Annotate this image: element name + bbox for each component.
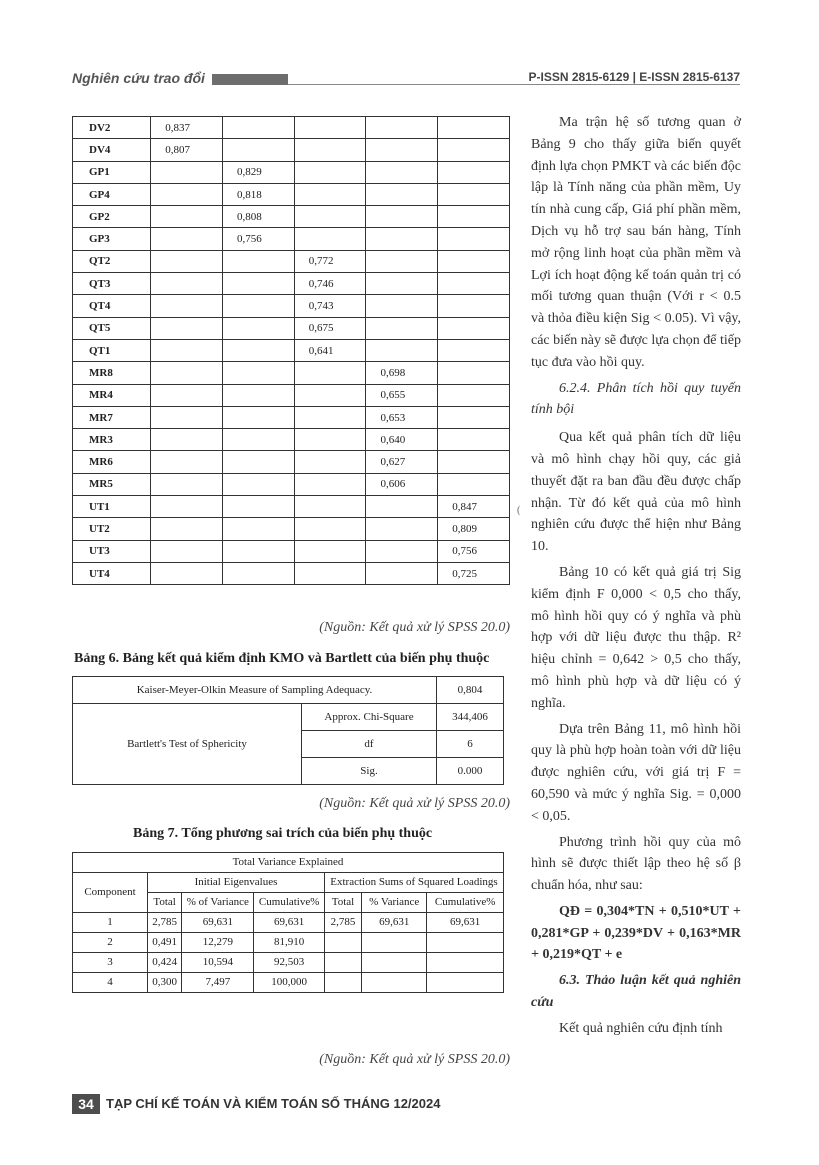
tve-row xyxy=(73,913,504,933)
empty-cell xyxy=(222,250,294,272)
empty-cell xyxy=(366,161,438,183)
item-label: MR3 xyxy=(73,429,151,451)
empty-cell xyxy=(366,317,438,339)
tve-cell: 0,300 xyxy=(148,973,182,993)
loading-row xyxy=(73,518,510,540)
bartlett-label: Bartlett's Test of Sphericity xyxy=(73,704,302,785)
bartlett-row-value: 0.000 xyxy=(437,758,504,785)
paragraph: Dựa trên Bảng 11, mô hình hồi quy là phù hợp hoàn toàn với dữ liệu được nghiên cứu, với giá trị F = 60,590 và mức ý nghĩa Sig. = 0,000 < 0,05. xyxy=(531,721,741,824)
source-note-loadings: (Nguồn: Kết quả xử lý SPSS 20.0) xyxy=(319,620,510,635)
empty-cell xyxy=(438,362,510,384)
empty-cell xyxy=(222,339,294,361)
item-label: GP3 xyxy=(73,228,151,250)
empty-cell xyxy=(366,562,438,584)
kmo-label: Kaiser-Meyer-Olkin Measure of Sampling Adequacy. xyxy=(73,677,437,704)
header-bar xyxy=(212,74,288,85)
tve-cell xyxy=(427,933,504,953)
bartlett-row-label: df xyxy=(302,731,437,758)
paragraph: Kết quả nghiên cứu định tính xyxy=(559,1020,723,1036)
paragraph: Phương trình hồi quy của mô hình sẽ được thiết lập theo hệ số β chuẩn hóa, như sau: xyxy=(531,834,741,894)
bartlett-row-label: Approx. Chi-Square xyxy=(302,704,437,731)
tve-row xyxy=(73,933,504,953)
header-rule xyxy=(288,84,740,85)
tve-subheader: Cumulative% xyxy=(254,893,325,913)
empty-cell xyxy=(151,295,223,317)
item-label: GP4 xyxy=(73,183,151,205)
loading-value: 0,606 xyxy=(366,473,438,495)
tve-cell: 92,503 xyxy=(254,953,325,973)
section-heading: 6.2.4. Phân tích hồi quy tuyến tính bội xyxy=(531,380,741,418)
loading-value: 0,675 xyxy=(294,317,366,339)
empty-cell xyxy=(222,295,294,317)
tve-component-header: Component xyxy=(73,873,148,913)
tve-cell: 1 xyxy=(73,913,148,933)
empty-cell xyxy=(294,406,366,428)
loading-row xyxy=(73,384,510,406)
empty-cell xyxy=(366,228,438,250)
empty-cell xyxy=(294,384,366,406)
tve-cell: 2,785 xyxy=(148,913,182,933)
empty-cell xyxy=(438,429,510,451)
empty-cell xyxy=(366,206,438,228)
empty-cell xyxy=(222,562,294,584)
tve-subheader: % Variance xyxy=(362,893,427,913)
empty-cell xyxy=(294,496,366,518)
tve-caption: Total Variance Explained xyxy=(73,853,504,873)
loading-value: 0,818 xyxy=(222,183,294,205)
loading-row xyxy=(73,317,510,339)
tve-cell: 7,497 xyxy=(182,973,254,993)
empty-cell xyxy=(222,317,294,339)
empty-cell xyxy=(151,496,223,518)
empty-cell xyxy=(294,139,366,161)
empty-cell xyxy=(294,473,366,495)
empty-cell xyxy=(366,540,438,562)
item-label: MR7 xyxy=(73,406,151,428)
empty-cell xyxy=(366,117,438,139)
loading-value: 0,809 xyxy=(438,518,510,540)
item-label: QT5 xyxy=(73,317,151,339)
tve-cell: 69,631 xyxy=(182,913,254,933)
empty-cell xyxy=(151,429,223,451)
tve-subheader: Total xyxy=(148,893,182,913)
tve-cell: 69,631 xyxy=(427,913,504,933)
empty-cell xyxy=(438,161,510,183)
item-label: GP2 xyxy=(73,206,151,228)
loading-row xyxy=(73,117,510,139)
empty-cell xyxy=(438,451,510,473)
empty-cell xyxy=(294,183,366,205)
tve-subheader: Cumulative% xyxy=(427,893,504,913)
empty-cell xyxy=(222,273,294,295)
tve-extraction-header: Extraction Sums of Squared Loadings xyxy=(324,873,503,893)
empty-cell xyxy=(151,206,223,228)
loading-row xyxy=(73,295,510,317)
item-label: QT2 xyxy=(73,250,151,272)
empty-cell xyxy=(151,273,223,295)
empty-cell xyxy=(294,228,366,250)
source-note-table7: (Nguồn: Kết quả xử lý SPSS 20.0) xyxy=(319,1052,510,1067)
empty-cell xyxy=(151,518,223,540)
loading-row xyxy=(73,139,510,161)
empty-cell xyxy=(151,384,223,406)
item-label: GP1 xyxy=(73,161,151,183)
item-label: UT3 xyxy=(73,540,151,562)
empty-cell xyxy=(222,139,294,161)
item-label: UT2 xyxy=(73,518,151,540)
loading-row xyxy=(73,451,510,473)
loading-value: 0,653 xyxy=(366,406,438,428)
empty-cell xyxy=(151,540,223,562)
regression-equation: QĐ = 0,304*TN + 0,510*UT + 0,281*GP + 0,239*DV + 0,163*MR + 0,219*QT + e xyxy=(531,903,741,963)
table7-title: Bảng 7. Tổng phương sai trích của biến phụ thuộc xyxy=(133,826,433,841)
loading-row xyxy=(73,496,510,518)
empty-cell xyxy=(366,518,438,540)
tve-cell: 10,594 xyxy=(182,953,254,973)
loading-row xyxy=(73,473,510,495)
loading-row xyxy=(73,206,510,228)
empty-cell xyxy=(438,317,510,339)
paragraph: Ma trận hệ số tương quan ở Bảng 9 cho thấy giữa biến quyết định lựa chọn PMKT và các biến độc lập là Tính năng của phần mềm, Uy tín nhà cung cấp, Giá phí phần mềm, Dịch vụ hỗ trợ sau bán hàng, Tính mở rộng linh hoạt của phần mềm và Lợi ích hoạt động kế toán quản trị có mối tương quan thuận (Với r < 0.5 và thỏa điều kiện Sig < 0.05). Vì vậy, các biến này sẽ được lựa chọn để tiếp tục đưa vào hồi quy. xyxy=(531,115,741,370)
loading-value: 0,698 xyxy=(366,362,438,384)
kmo-value: 0,804 xyxy=(437,677,504,704)
empty-cell xyxy=(222,518,294,540)
tve-cell: 0,491 xyxy=(148,933,182,953)
empty-cell xyxy=(294,161,366,183)
loading-row xyxy=(73,183,510,205)
loading-value: 0,641 xyxy=(294,339,366,361)
loading-value: 0,807 xyxy=(151,139,223,161)
empty-cell xyxy=(294,518,366,540)
loading-value: 0,847 xyxy=(438,496,510,518)
margin-mark: ( xyxy=(517,505,521,516)
tve-cell xyxy=(362,973,427,993)
empty-cell xyxy=(438,139,510,161)
loading-value: 0,746 xyxy=(294,273,366,295)
tve-cell xyxy=(362,953,427,973)
loading-row xyxy=(73,250,510,272)
loading-value: 0,837 xyxy=(151,117,223,139)
empty-cell xyxy=(438,384,510,406)
empty-cell xyxy=(438,117,510,139)
tve-cell xyxy=(427,953,504,973)
empty-cell xyxy=(438,250,510,272)
loading-row xyxy=(73,429,510,451)
item-label: MR5 xyxy=(73,473,151,495)
loading-value: 0,808 xyxy=(222,206,294,228)
empty-cell xyxy=(438,273,510,295)
empty-cell xyxy=(222,540,294,562)
bartlett-row-label: Sig. xyxy=(302,758,437,785)
body-column xyxy=(531,112,741,1040)
loading-value: 0,743 xyxy=(294,295,366,317)
empty-cell xyxy=(294,206,366,228)
tve-cell: 0,424 xyxy=(148,953,182,973)
empty-cell xyxy=(151,317,223,339)
loading-row xyxy=(73,540,510,562)
empty-cell xyxy=(151,451,223,473)
tve-cell xyxy=(324,933,361,953)
loading-row xyxy=(73,562,510,584)
empty-cell xyxy=(366,496,438,518)
item-label: UT1 xyxy=(73,496,151,518)
section-heading: 6.3. Thảo luận kết quả nghiên cứu xyxy=(531,973,741,1011)
empty-cell xyxy=(151,406,223,428)
empty-cell xyxy=(222,451,294,473)
empty-cell xyxy=(438,295,510,317)
tve-row xyxy=(73,973,504,993)
loading-value: 0,627 xyxy=(366,451,438,473)
empty-cell xyxy=(222,362,294,384)
tve-subheader: Total xyxy=(324,893,361,913)
paragraph: Qua kết quả phân tích dữ liệu và mô hình chạy hồi quy, các giả thuyết đặt ra ban đầu đều được chấp nhận. Từ đó kết quả của mô hình nghiên cứu được thể hiện như Bảng 10. xyxy=(531,430,741,555)
loading-value: 0,756 xyxy=(222,228,294,250)
running-header-issn: P-ISSN 2815-6129 | E-ISSN 2815-6137 xyxy=(528,70,740,84)
empty-cell xyxy=(438,406,510,428)
loading-value: 0,640 xyxy=(366,429,438,451)
empty-cell xyxy=(294,429,366,451)
empty-cell xyxy=(366,295,438,317)
empty-cell xyxy=(151,250,223,272)
empty-cell xyxy=(222,429,294,451)
tve-row xyxy=(73,953,504,973)
item-label: DV2 xyxy=(73,117,151,139)
item-label: DV4 xyxy=(73,139,151,161)
empty-cell xyxy=(222,117,294,139)
bartlett-row-value: 6 xyxy=(437,731,504,758)
tve-cell: 81,910 xyxy=(254,933,325,953)
loading-value: 0,829 xyxy=(222,161,294,183)
kmo-bartlett-table xyxy=(72,676,504,785)
tve-cell: 3 xyxy=(73,953,148,973)
factor-loadings-table xyxy=(72,116,510,585)
page-number: 34 xyxy=(72,1094,100,1114)
source-note-table6: (Nguồn: Kết quả xử lý SPSS 20.0) xyxy=(319,796,510,811)
empty-cell xyxy=(294,562,366,584)
total-variance-table xyxy=(72,852,504,993)
empty-cell xyxy=(294,117,366,139)
tve-cell xyxy=(362,933,427,953)
empty-cell xyxy=(151,339,223,361)
loading-row xyxy=(73,406,510,428)
item-label: MR4 xyxy=(73,384,151,406)
running-header-section: Nghiên cứu trao đổi xyxy=(72,70,205,86)
empty-cell xyxy=(151,161,223,183)
bartlett-row-value: 344,406 xyxy=(437,704,504,731)
empty-cell xyxy=(151,228,223,250)
loading-row xyxy=(73,228,510,250)
empty-cell xyxy=(151,562,223,584)
empty-cell xyxy=(151,183,223,205)
tve-cell: 100,000 xyxy=(254,973,325,993)
empty-cell xyxy=(366,183,438,205)
empty-cell xyxy=(294,451,366,473)
tve-cell: 2,785 xyxy=(324,913,361,933)
empty-cell xyxy=(222,473,294,495)
tve-cell: 2 xyxy=(73,933,148,953)
empty-cell xyxy=(222,496,294,518)
item-label: UT4 xyxy=(73,562,151,584)
empty-cell xyxy=(366,339,438,361)
item-label: QT1 xyxy=(73,339,151,361)
empty-cell xyxy=(438,228,510,250)
tve-cell: 4 xyxy=(73,973,148,993)
item-label: MR8 xyxy=(73,362,151,384)
loading-row xyxy=(73,161,510,183)
empty-cell xyxy=(222,384,294,406)
loading-value: 0,725 xyxy=(438,562,510,584)
empty-cell xyxy=(294,362,366,384)
item-label: QT3 xyxy=(73,273,151,295)
empty-cell xyxy=(151,362,223,384)
empty-cell xyxy=(438,473,510,495)
tve-cell: 69,631 xyxy=(254,913,325,933)
item-label: QT4 xyxy=(73,295,151,317)
empty-cell xyxy=(294,540,366,562)
journal-footer: TẠP CHÍ KẾ TOÁN VÀ KIỂM TOÁN SỐ THÁNG 12/2024 xyxy=(106,1096,441,1111)
empty-cell xyxy=(438,206,510,228)
tve-subheader: % of Variance xyxy=(182,893,254,913)
paragraph: Bảng 10 có kết quả giá trị Sig kiểm định F 0,000 < 0,5 cho thấy, mô hình hồi quy có ý nghĩa và phù hợp với dữ liệu được thu thập. R² hiệu chỉnh = 0,642 > 0,5 cho thấy, mô hình phù hợp và dữ liệu có ý nghĩa. xyxy=(531,564,741,711)
tve-cell: 69,631 xyxy=(362,913,427,933)
loading-value: 0,756 xyxy=(438,540,510,562)
loading-value: 0,772 xyxy=(294,250,366,272)
tve-cell xyxy=(324,973,361,993)
tve-cell xyxy=(427,973,504,993)
empty-cell xyxy=(438,339,510,361)
empty-cell xyxy=(222,406,294,428)
empty-cell xyxy=(151,473,223,495)
empty-cell xyxy=(438,183,510,205)
loading-value: 0,655 xyxy=(366,384,438,406)
loading-row xyxy=(73,273,510,295)
item-label: MR6 xyxy=(73,451,151,473)
loading-row xyxy=(73,339,510,361)
loading-row xyxy=(73,362,510,384)
tve-initial-header: Initial Eigenvalues xyxy=(148,873,325,893)
tve-cell xyxy=(324,953,361,973)
empty-cell xyxy=(366,250,438,272)
tve-cell: 12,279 xyxy=(182,933,254,953)
empty-cell xyxy=(366,139,438,161)
empty-cell xyxy=(366,273,438,295)
table6-title: Bảng 6. Bảng kết quả kiểm định KMO và Bartlett của biến phụ thuộc xyxy=(74,651,490,666)
